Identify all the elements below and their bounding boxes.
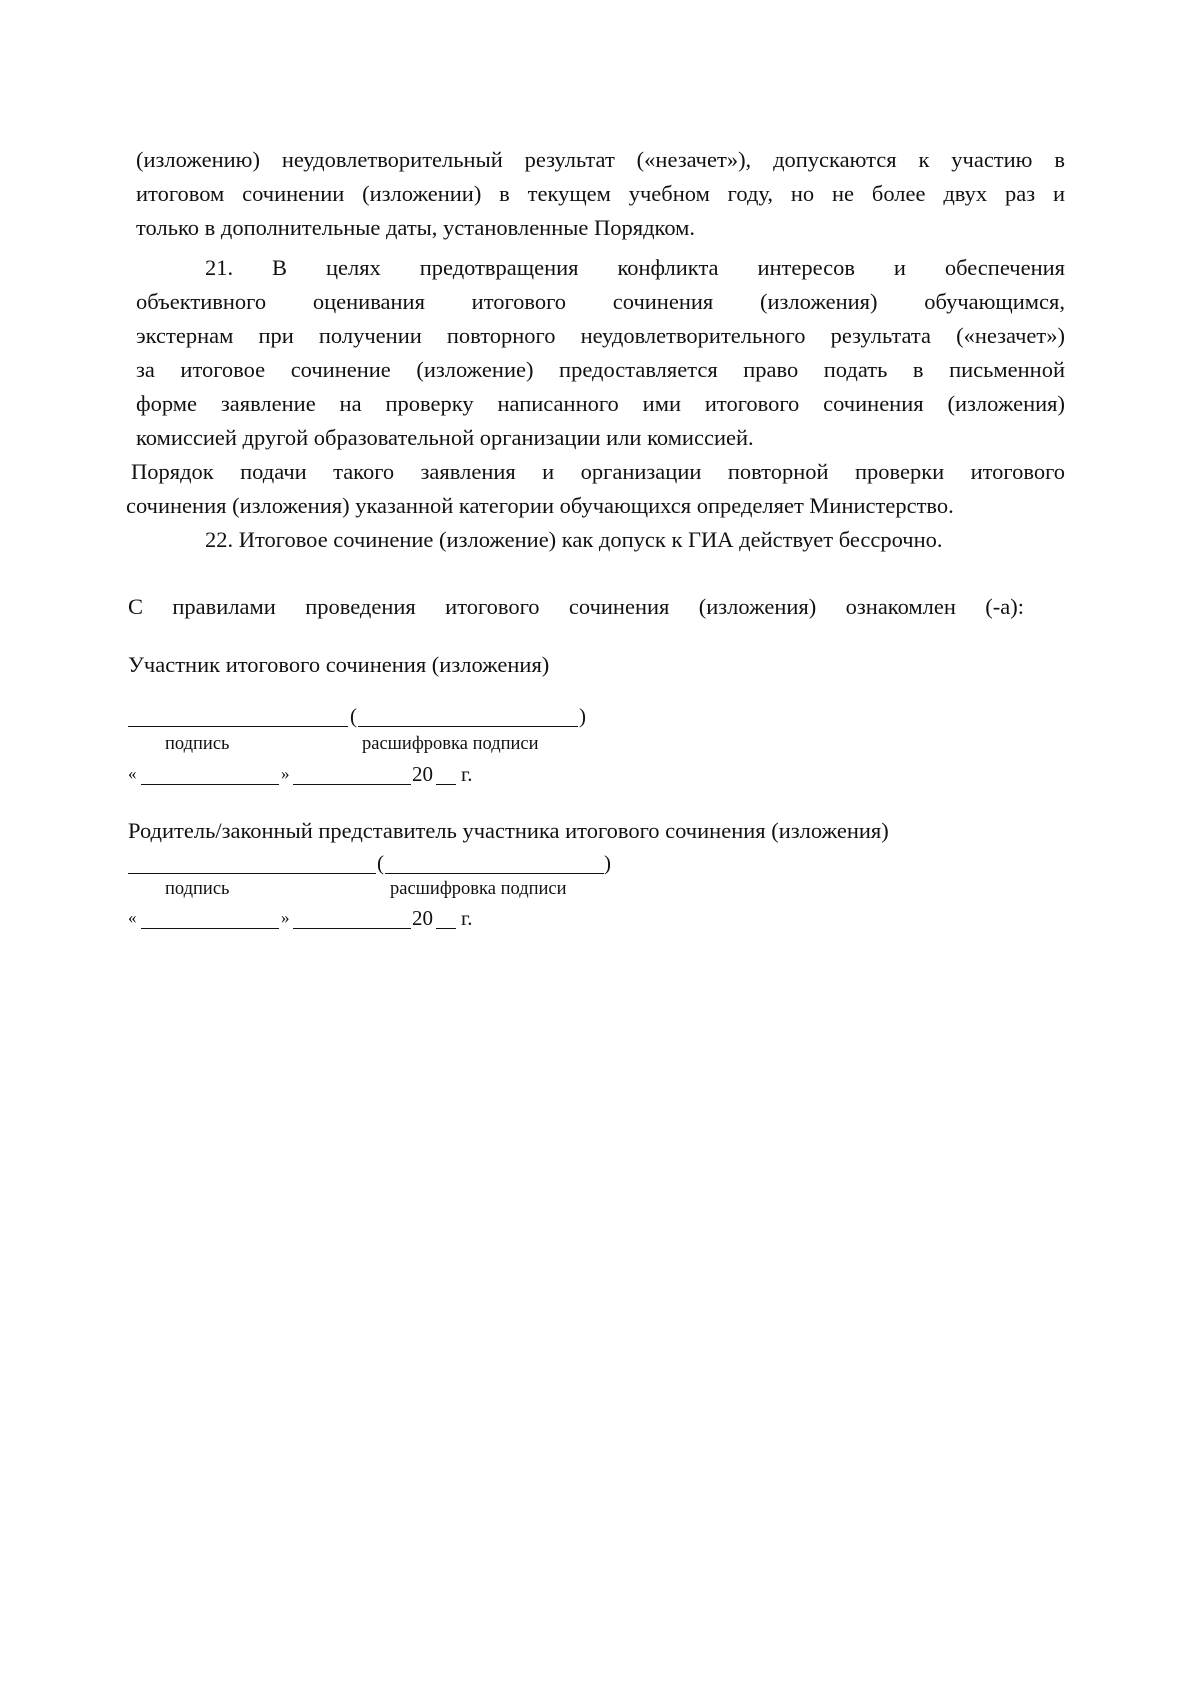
paragraph-21-line: комиссией другой образовательной организации или комиссией. (136, 425, 754, 450)
participant-year-prefix: 20 (412, 762, 433, 786)
parent-heading: Родитель/законный представитель участника итогового сочинения (изложения) (128, 818, 889, 843)
paragraph-line: (изложению) неудовлетворительный результат («незачет»), допускаются к участию в (136, 147, 1065, 172)
participant-year-suffix: г. (461, 762, 473, 786)
paragraph-21-line: за итоговое сочинение (изложение) предоставляется право подать в письменной (136, 357, 1065, 382)
parent-close-paren: ) (604, 851, 611, 875)
participant-month-field[interactable] (293, 784, 411, 785)
participant-signature-field[interactable] (128, 726, 348, 727)
paragraph-21-line: объективного оценивания итогового сочинения (изложения) обучающимся, (136, 289, 1065, 314)
participant-signature-caption: подпись (165, 734, 230, 754)
parent-year-suffix: г. (461, 906, 473, 930)
participant-decoding-field[interactable] (358, 726, 578, 727)
participant-heading: Участник итогового сочинения (изложения) (128, 652, 550, 677)
paragraph-order-line: сочинения (изложения) указанной категории обучающихся определяет Министерство. (126, 493, 954, 518)
parent-quote-open: « (128, 908, 137, 927)
participant-decoding-caption: расшифровка подписи (362, 734, 539, 754)
participant-year-field[interactable] (436, 784, 456, 785)
paragraph-21-line: 21. В целях предотвращения конфликта интересов и обеспечения (205, 255, 1065, 280)
participant-open-paren: ( (350, 704, 357, 728)
parent-year-field[interactable] (436, 928, 456, 929)
paragraph-order-line: Порядок подачи такого заявления и организации повторной проверки итогового (131, 459, 1065, 484)
parent-signature-caption: подпись (165, 879, 230, 899)
paragraph-22: 22. Итоговое сочинение (изложение) как допуск к ГИА действует бессрочно. (205, 527, 943, 552)
paragraph-21-line: экстернам при получении повторного неудовлетворительного результата («незачет») (136, 323, 1065, 348)
participant-close-paren: ) (579, 704, 586, 728)
parent-open-paren: ( (377, 851, 384, 875)
parent-month-field[interactable] (293, 928, 411, 929)
parent-decoding-field[interactable] (385, 873, 604, 874)
parent-signature-field[interactable] (128, 873, 376, 874)
parent-day-field[interactable] (141, 928, 279, 929)
parent-quote-close: » (281, 908, 290, 927)
paragraph-21-line: форме заявление на проверку написанного ими итогового сочинения (изложения) (136, 391, 1065, 416)
acknowledgement-text: С правилами проведения итогового сочинения (изложения) ознакомлен (-а): (128, 594, 1024, 619)
paragraph-line: итоговом сочинении (изложении) в текущем учебном году, но не более двух раз и (136, 181, 1065, 206)
participant-day-field[interactable] (141, 784, 279, 785)
parent-decoding-caption: расшифровка подписи (390, 879, 567, 899)
parent-year-prefix: 20 (412, 906, 433, 930)
paragraph-line: только в дополнительные даты, установленные Порядком. (136, 215, 696, 240)
participant-quote-open: « (128, 764, 137, 783)
participant-quote-close: » (281, 764, 290, 783)
